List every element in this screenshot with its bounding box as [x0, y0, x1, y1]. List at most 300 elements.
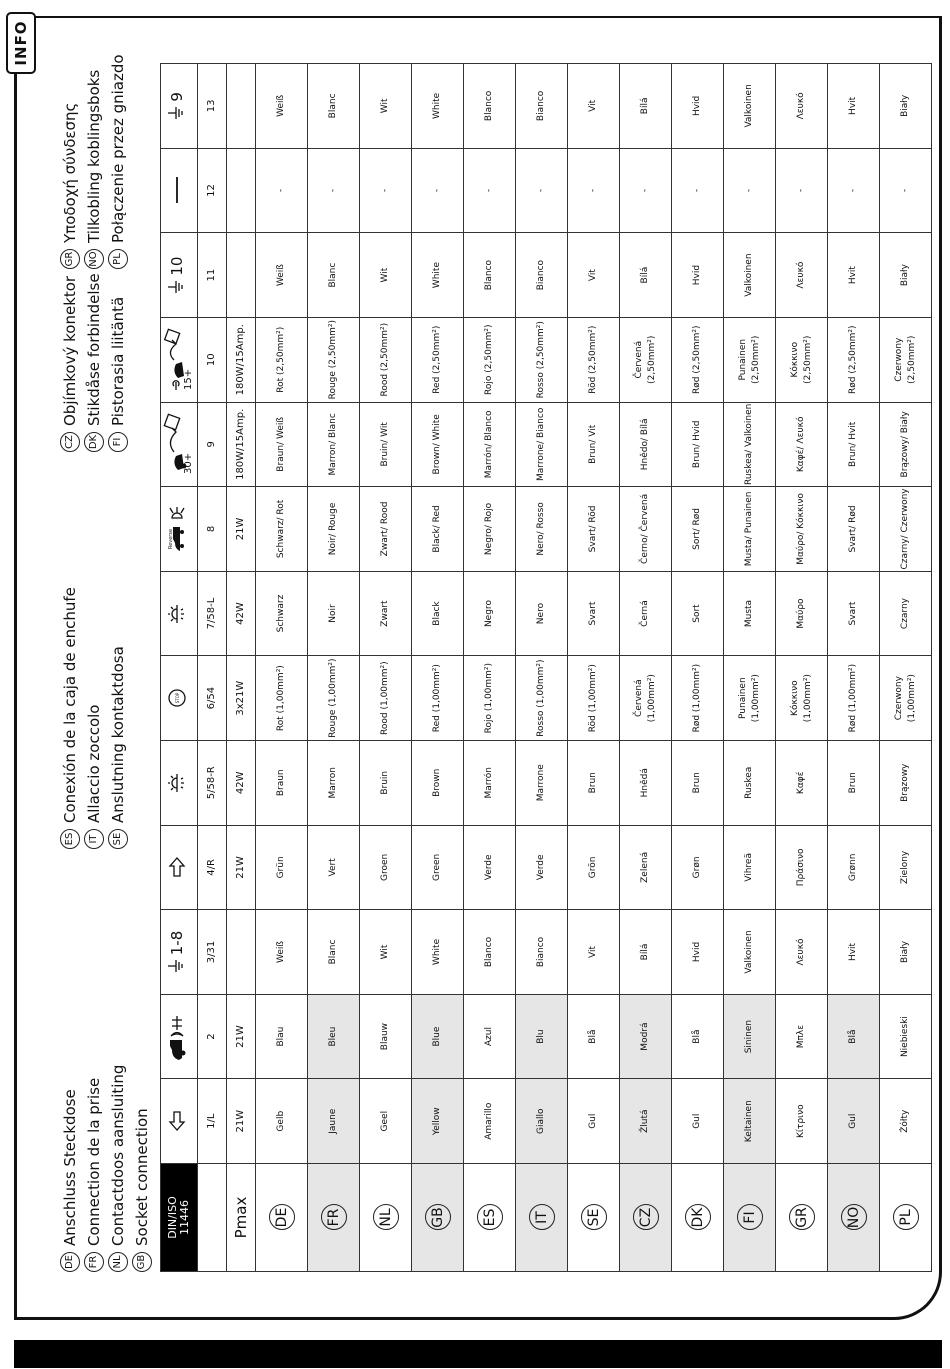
wire-color-cell: - [880, 148, 932, 233]
language-badge: GB [425, 1205, 451, 1231]
language-badge: PL [893, 1205, 919, 1231]
pin-wattage [227, 148, 256, 233]
wire-color-cell: Bílá [620, 64, 672, 149]
row-language [828, 1164, 880, 1272]
wire-color-cell: Czerwony (2,50mm²) [880, 317, 932, 402]
wire-color-cell: Musta/ Punainen [724, 487, 776, 572]
pin-wattage: 42W [227, 571, 256, 656]
wire-color-cell: Braun/ Weiß [256, 402, 308, 487]
row-language [412, 1164, 464, 1272]
pin-number: 9 [198, 402, 227, 487]
wire-color-cell: Blue [412, 994, 464, 1079]
wire-color-cell: Bruin [360, 740, 412, 825]
wire-color-cell: Černo/ Červená [620, 487, 672, 572]
pin-wattage [227, 233, 256, 318]
wire-color-cell: Czerwony (1,00mm²) [880, 656, 932, 741]
wire-color-cell: Biały [880, 233, 932, 318]
ground-pin-label: 1-8 [167, 930, 186, 956]
pin-number: 13 [198, 64, 227, 149]
wire-color-cell: Blå [672, 994, 724, 1079]
pin-icon-cell [161, 233, 198, 318]
wire-color-cell: Black [412, 571, 464, 656]
pin-icon-cell [161, 317, 198, 402]
pin-icon-cell [161, 825, 198, 910]
row-language [516, 1164, 568, 1272]
row-language [724, 1164, 776, 1272]
table-row-gb [412, 64, 464, 1272]
wire-color-cell: - [256, 148, 308, 233]
legend-text: Tilkobling koblingsboks [85, 69, 103, 243]
wire-color-cell: - [724, 148, 776, 233]
wire-color-cell: Żółty [880, 1079, 932, 1164]
language-badge: ES [477, 1205, 503, 1231]
table-row-pl [880, 64, 932, 1272]
wire-color-cell: Černá [620, 571, 672, 656]
wire-color-cell: Brun/ Hvid [672, 402, 724, 487]
wire-color-cell: Svart [828, 571, 880, 656]
wire-color-cell: - [464, 148, 516, 233]
wire-color-cell: Weiß [256, 910, 308, 995]
svg-text:15+: 15+ [182, 368, 194, 390]
din-iso-corner [161, 1164, 198, 1272]
wire-color-cell: Gul [568, 1079, 620, 1164]
pin-icon-cell [161, 148, 198, 233]
table-row-gr [776, 64, 828, 1272]
table-row-nl [360, 64, 412, 1272]
wire-color-cell: Verde [516, 825, 568, 910]
wire-color-cell: Rød (2,50mm²) [828, 317, 880, 402]
wire-color-cell: Röd (1,00mm²) [568, 656, 620, 741]
wire-color-cell: Nero/ Rosso [516, 487, 568, 572]
wire-color-cell: Valkoinen [724, 64, 776, 149]
pin-number: 12 [198, 148, 227, 233]
legend-code-badge: SE [108, 829, 128, 849]
svg-text:STOP: STOP [174, 692, 180, 704]
wire-color-cell: Noir [308, 571, 360, 656]
wire-color-cell: Czarny/ Czerwony [880, 487, 932, 572]
wire-color-cell: Rød (2,50mm²) [672, 317, 724, 402]
wire-color-cell: Blanc [308, 233, 360, 318]
wire-color-cell: Zwart [360, 571, 412, 656]
legend-item-de [60, 1089, 80, 1272]
wire-color-cell: Brun/ Vit [568, 402, 620, 487]
info-tab-label: INFO [12, 20, 30, 66]
wire-color-cell: Hvit [828, 910, 880, 995]
left-turn-arrow-icon [168, 1110, 186, 1132]
wire-color-cell: Black/ Red [412, 487, 464, 572]
wire-color-cell: Blau [256, 994, 308, 1079]
wire-color-cell: Grön [568, 825, 620, 910]
pin-number: 2 [198, 994, 227, 1079]
wire-color-cell: Hnědá [620, 740, 672, 825]
wire-color-cell: Rouge (1,00mm²) [308, 656, 360, 741]
wire-color-cell: - [516, 148, 568, 233]
legend-code-badge: DE [60, 1252, 80, 1272]
wire-color-cell: Marrone [516, 740, 568, 825]
wire-color-cell: Brązowy/ Biały [880, 402, 932, 487]
wire-color-cell: Weiß [256, 64, 308, 149]
language-badge: SE [581, 1205, 607, 1231]
wire-color-cell: Rot (1,00mm²) [256, 656, 308, 741]
wire-color-cell: Hvid [672, 233, 724, 318]
wire-color-cell: Marrón/ Blanco [464, 402, 516, 487]
legend-code-badge: CZ [60, 432, 80, 452]
switched-power-icon [162, 328, 192, 392]
row-language [880, 1164, 932, 1272]
table-row-se [568, 64, 620, 1272]
wire-color-cell: Bílá [620, 910, 672, 995]
wire-color-cell: Blu [516, 994, 568, 1079]
pin-icon-cell [161, 656, 198, 741]
row-language [256, 1164, 308, 1272]
pin-wattage: 180W/15Amp. [227, 317, 256, 402]
wire-color-cell: Geel [360, 1079, 412, 1164]
row-language [308, 1164, 360, 1272]
wire-color-cell: Rood (2,50mm²) [360, 317, 412, 402]
wire-color-cell: Rojo (1,00mm²) [464, 656, 516, 741]
language-badge: NO [841, 1205, 867, 1231]
pin-wattage [227, 64, 256, 149]
wire-color-cell: Μαύρο [776, 571, 828, 656]
wire-color-cell: Blauw [360, 994, 412, 1079]
pin-wattage: 21W [227, 994, 256, 1079]
pin-wattage: 21W [227, 825, 256, 910]
wire-color-cell: Blanc [308, 910, 360, 995]
legend-item-pl [108, 54, 128, 269]
language-badge: IT [529, 1205, 555, 1231]
wire-color-cell: Rosso (1,00mm²) [516, 656, 568, 741]
wire-color-cell: Azul [464, 994, 516, 1079]
legend-item-gb [132, 1108, 152, 1272]
wire-color-cell: Marrone/ Bianco [516, 402, 568, 487]
row-language [360, 1164, 412, 1272]
wire-color-cell: Sort/ Rød [672, 487, 724, 572]
wire-color-cell: Green [412, 825, 464, 910]
pin-number: 11 [198, 233, 227, 318]
wire-color-cell: Žlutá [620, 1079, 672, 1164]
legend-text: Υποδοχή σύνδεσης [61, 102, 79, 243]
pin-number: 8 [198, 487, 227, 572]
wire-color-cell: Grønn [828, 825, 880, 910]
wire-color-cell: Ruskea [724, 740, 776, 825]
wire-color-cell: Brun [828, 740, 880, 825]
legend-code-badge: GB [132, 1252, 152, 1272]
wire-color-cell: Ruskea/ Valkoinen [724, 402, 776, 487]
wire-color-cell: - [308, 148, 360, 233]
language-badge: FI [737, 1205, 763, 1231]
wire-color-cell: Braun [256, 740, 308, 825]
row-language [776, 1164, 828, 1272]
pin-icon-cell [161, 910, 198, 995]
wire-color-cell: Punainen (1,00mm²) [724, 656, 776, 741]
legend-text: Contactdoos aansluiting [109, 1064, 127, 1246]
right-turn-arrow-icon [168, 856, 186, 878]
pin-icon-cell [161, 402, 198, 487]
wire-color-cell: Marron [308, 740, 360, 825]
row-language [672, 1164, 724, 1272]
legend-item-cz [60, 276, 80, 452]
wiring-table-wrapper [160, 64, 929, 1272]
wire-color-cell: Sort [672, 571, 724, 656]
wire-color-cell: Λευκό [776, 233, 828, 318]
wire-color-cell: Niebieski [880, 994, 932, 1079]
wire-color-cell: Röd (2,50mm²) [568, 317, 620, 402]
ground-icon [167, 92, 191, 120]
wire-color-cell: Red (1,00mm²) [412, 656, 464, 741]
pin-icon-cell [161, 994, 198, 1079]
pin-wattage [227, 910, 256, 995]
legend-text: Allaccio zoccolo [85, 704, 103, 823]
pin-number: 7/58-L [198, 571, 227, 656]
wire-color-cell: Vit [568, 233, 620, 318]
pin-icon-cell [161, 1079, 198, 1164]
wire-color-cell: Rood (1,00mm²) [360, 656, 412, 741]
pin-label-spacer [198, 1164, 227, 1272]
wire-color-cell: Valkoinen [724, 233, 776, 318]
svg-text:30+: 30+ [182, 453, 194, 475]
wire-color-cell: Negro [464, 571, 516, 656]
wire-color-cell: Červená (2,50mm²) [620, 317, 672, 402]
wire-color-cell: Bleu [308, 994, 360, 1079]
wire-color-cell: - [568, 148, 620, 233]
row-language [568, 1164, 620, 1272]
pin-number: 1/L [198, 1079, 227, 1164]
wire-color-cell: Red (2,50mm²) [412, 317, 464, 402]
pin-number: 3/31 [198, 910, 227, 995]
legend-item-fi [108, 297, 128, 452]
wire-color-cell: Bianco [516, 64, 568, 149]
wire-color-cell: Biały [880, 64, 932, 149]
wire-color-cell: Λευκό [776, 910, 828, 995]
wire-color-cell: Nero [516, 571, 568, 656]
legend-text: Pistorasia liitäntä [109, 296, 127, 426]
wire-color-cell: Hvid [672, 910, 724, 995]
wire-color-cell: Blå [568, 994, 620, 1079]
wire-color-cell: Verde [464, 825, 516, 910]
pin-wattage: 21W [227, 487, 256, 572]
legend-text: Objímkový konektor [61, 275, 79, 426]
wire-color-cell: Zielony [880, 825, 932, 910]
wire-color-cell: Czarny [880, 571, 932, 656]
wire-color-cell: Wit [360, 64, 412, 149]
wire-color-cell: Κίτρινο [776, 1079, 828, 1164]
legend-text: Połączenie przez gniazdo [109, 54, 127, 243]
wire-color-cell: Κόκκινο (1,00mm²) [776, 656, 828, 741]
wire-color-cell: Musta [724, 571, 776, 656]
legend-item-fr [84, 1078, 104, 1272]
wire-color-cell: Rouge (2,50mm²) [308, 317, 360, 402]
legend-code-badge: NL [108, 1252, 128, 1272]
table-row-fi [724, 64, 776, 1272]
legend-text: Anslutning kontaktdosa [109, 646, 127, 823]
wire-color-cell: Amarillo [464, 1079, 516, 1164]
corner-line2: 11446 [178, 1200, 191, 1235]
wire-color-cell: Brązowy [880, 740, 932, 825]
language-badge: NL [373, 1205, 399, 1231]
legend-item-dk [84, 273, 104, 452]
pin-wattage: 21W [227, 1079, 256, 1164]
legend-text: Stikdåse forbindelse [85, 273, 103, 426]
wire-color-cell: Vit [568, 64, 620, 149]
legend-code-badge: FR [84, 1252, 104, 1272]
pin-icon-cell [161, 740, 198, 825]
wire-color-cell: White [412, 910, 464, 995]
language-badge: DK [685, 1205, 711, 1231]
wire-color-cell: Zelená [620, 825, 672, 910]
wire-color-cell: Bianco [516, 233, 568, 318]
wire-color-cell: Svart/ Röd [568, 487, 620, 572]
table-row-es [464, 64, 516, 1272]
wire-color-cell: Vihreä [724, 825, 776, 910]
wire-color-cell: Hvit [828, 64, 880, 149]
pin-icon-cell [161, 571, 198, 656]
pin-number: 5/58-R [198, 740, 227, 825]
legend-text: Anschluss Steckdose [61, 1089, 79, 1246]
wire-color-cell: Rot (2,50mm²) [256, 317, 308, 402]
wire-color-cell: Brown [412, 740, 464, 825]
wire-color-cell: Zwart/ Rood [360, 487, 412, 572]
wire-color-cell: Brun/ Hvit [828, 402, 880, 487]
wire-color-cell: Blå [828, 994, 880, 1079]
wire-color-cell: Gul [828, 1079, 880, 1164]
wire-color-cell: Brown/ White [412, 402, 464, 487]
pin-number: 4/R [198, 825, 227, 910]
wire-color-cell: Rød (1,00mm²) [828, 656, 880, 741]
wire-color-cell: Vit [568, 910, 620, 995]
legend-code-badge: PL [108, 249, 128, 269]
wire-color-cell: Svart [568, 571, 620, 656]
wire-color-cell: White [412, 64, 464, 149]
wire-color-cell: Blanc [308, 64, 360, 149]
wire-color-cell: Marrón [464, 740, 516, 825]
wire-color-cell: Groen [360, 825, 412, 910]
wire-color-cell: Blanco [464, 64, 516, 149]
pin-wattage: 42W [227, 740, 256, 825]
legend-item-es [60, 587, 80, 849]
wire-color-cell: Giallo [516, 1079, 568, 1164]
wire-color-cell: Grün [256, 825, 308, 910]
wire-color-cell: Červená (1,00mm²) [620, 656, 672, 741]
pmax-label: Pmax [227, 1164, 256, 1272]
wire-color-cell: Bianco [516, 910, 568, 995]
wire-color-cell: Rosso (2,50mm²) [516, 317, 568, 402]
wiring-table [160, 63, 932, 1272]
pin-wattage: 180W/15Amp. [227, 402, 256, 487]
wire-color-cell: Hvit [828, 233, 880, 318]
legend-item-gr [60, 103, 80, 269]
wire-color-cell: Καφέ [776, 740, 828, 825]
pin-icon-cell [161, 64, 198, 149]
legend-item-no [84, 70, 104, 269]
wire-color-cell: Blanco [464, 233, 516, 318]
pin-number: 10 [198, 317, 227, 402]
ground-pin-label: 9 [167, 92, 186, 102]
table-row-de [256, 64, 308, 1272]
wire-color-cell: Bruin/ Wit [360, 402, 412, 487]
stop-light-icon [166, 687, 188, 709]
tail-light-icon [166, 603, 188, 625]
wire-color-cell: - [412, 148, 464, 233]
wire-color-cell: Biały [880, 910, 932, 995]
pin-icon-cell [161, 487, 198, 572]
pin-wattage: 3x21W [227, 656, 256, 741]
legend-code-badge: IT [84, 829, 104, 849]
wire-color-cell: Hnědo/ Bílá [620, 402, 672, 487]
wire-color-cell: Noir/ Rouge [308, 487, 360, 572]
wire-color-cell: - [776, 148, 828, 233]
wire-color-cell: Sininen [724, 994, 776, 1079]
wire-color-cell: Valkoinen [724, 910, 776, 995]
language-badge: CZ [633, 1205, 659, 1231]
wire-color-cell: - [672, 148, 724, 233]
wire-color-cell: Rojo (2,50mm²) [464, 317, 516, 402]
wire-color-cell: Modrá [620, 994, 672, 1079]
permanent-power-icon [162, 412, 192, 476]
rear-fog-light-icon [166, 1012, 188, 1062]
wire-color-cell: Καφέ/ Λευκό [776, 402, 828, 487]
wire-color-cell: Λευκό [776, 64, 828, 149]
wire-color-cell: Yellow [412, 1079, 464, 1164]
wire-color-cell: Blanco [464, 910, 516, 995]
language-badge: GR [789, 1205, 815, 1231]
wire-color-cell: Grøn [672, 825, 724, 910]
wire-color-cell: Punainen (2,50mm²) [724, 317, 776, 402]
wire-color-cell: Wit [360, 233, 412, 318]
wire-color-cell: - [360, 148, 412, 233]
wire-color-cell: Svart/ Rød [828, 487, 880, 572]
reverse-light-icon [168, 505, 190, 553]
wire-color-cell: Gul [672, 1079, 724, 1164]
wire-color-cell: Brun [568, 740, 620, 825]
language-legend [0, 0, 160, 1369]
ground-icon [167, 931, 191, 974]
wire-color-cell: - [828, 148, 880, 233]
table-row-no [828, 64, 880, 1272]
wire-color-cell: - [620, 148, 672, 233]
wire-color-cell: Jaune [308, 1079, 360, 1164]
wire-color-cell: Weiß [256, 233, 308, 318]
pin-number: 6/54 [198, 656, 227, 741]
wire-color-cell: Μαύρο/ Κόκκινο [776, 487, 828, 572]
svg-text:Reverse: Reverse [167, 528, 174, 549]
wire-color-cell: Marron/ Blanc [308, 402, 360, 487]
wire-color-cell: Rød (1,00mm²) [672, 656, 724, 741]
legend-item-se [108, 646, 128, 849]
wire-color-cell: Vert [308, 825, 360, 910]
wire-color-cell: Bílá [620, 233, 672, 318]
wire-color-cell: Schwarz [256, 571, 308, 656]
wire-color-cell: Κόκκινο (2,50mm²) [776, 317, 828, 402]
legend-text: Socket connection [133, 1108, 151, 1246]
wire-color-cell: Wit [360, 910, 412, 995]
wire-color-cell: Hvid [672, 64, 724, 149]
legend-code-badge: DK [84, 432, 104, 452]
legend-item-it [84, 705, 104, 849]
wire-color-cell: Brun [672, 740, 724, 825]
ground-pin-label: 10 [167, 256, 186, 276]
dash-icon [172, 176, 182, 206]
legend-code-badge: ES [60, 829, 80, 849]
legend-code-badge: GR [60, 249, 80, 269]
row-language [620, 1164, 672, 1272]
table-row-cz [620, 64, 672, 1272]
legend-text: Conexión de la caja de enchufe [61, 587, 79, 823]
ground-icon [167, 257, 191, 294]
row-language [464, 1164, 516, 1272]
wire-color-cell: Μπλε [776, 994, 828, 1079]
tail-light-icon [166, 772, 188, 794]
legend-code-badge: FI [108, 432, 128, 452]
